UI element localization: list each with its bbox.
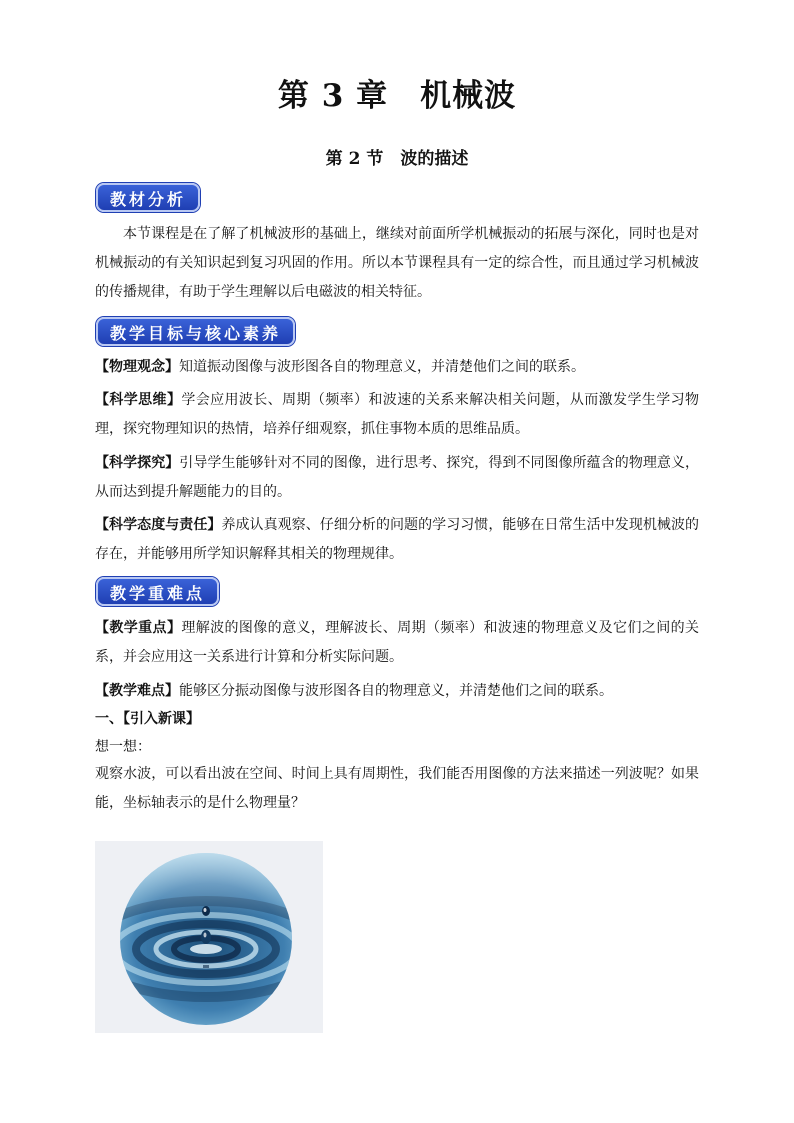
keypoint-label: 【教学重点】 — [95, 620, 182, 636]
goal-item — [95, 511, 699, 569]
keypoint-text: 理解波的图像的意义，理解波长、周期（频率）和波速的物理意义及它们之间的关系，并会应用这一关系进行计算和分析实际问题。 — [95, 620, 700, 665]
badge-goals: 教学目标与核心素养 — [96, 317, 295, 346]
intro-question: 观察水波，可以看出波在空间、时间上具有周期性，我们能否用图像的方法来描述一列波呢？如果能，坐标轴表示的是什么物理量？ — [95, 766, 699, 811]
goal-text: 学会应用波长、周期（频率）和波速的关系来解决相关问题，从而激发学生学习物理，探究物理知识的热情，培养仔细观察，抓住事物本质的思维品质。 — [95, 392, 700, 437]
goal-text: 知道振动图像与波形图各自的物理意义，并清楚他们之间的联系。 — [179, 359, 585, 375]
goal-label: 【科学思维】 — [95, 392, 182, 408]
goal-item — [95, 449, 699, 507]
goal-label: 【物理观念】 — [95, 359, 179, 375]
goal-text: 引导学生能够针对不同的图像，进行思考、探究，得到不同图像所蕴含的物理意义，从而达到提升解题能力的目的。 — [95, 455, 700, 500]
badge-analysis: 教材分析 — [96, 183, 200, 212]
water-ripple-image — [95, 841, 323, 1033]
section-title: 第 2 节 波的描述 — [325, 149, 469, 169]
keypoint-label: 【教学难点】 — [95, 683, 179, 699]
intro-heading: 一、【引入新课】 — [95, 711, 200, 727]
goal-label: 【科学探究】 — [95, 455, 180, 471]
chapter-title: 第 3 章 机械波 — [277, 78, 517, 114]
goal-item — [95, 353, 699, 382]
keypoint-item — [95, 677, 699, 706]
goal-text: 养成认真观察、仔细分析的问题的学习习惯，能够在日常生活中发现机械波的存在，并能够用所学知识解释其相关的物理规律。 — [95, 517, 700, 562]
keypoint-text: 能够区分振动图像与波形图各自的物理意义，并清楚他们之间的联系。 — [179, 683, 613, 699]
keypoint-item — [95, 614, 699, 672]
badge-keypoints: 教学重难点 — [96, 577, 219, 606]
water-ripple-photo-icon — [95, 841, 323, 1033]
analysis-paragraph: 本节课程是在了解了机械波形的基础上，继续对前面所学机械振动的拓展与深化，同时也是对机械振动的有关知识起到复习巩固的作用。所以本节课程具有一定的综合性，而且通过学习机械波的传播规律，有助于学生理解以后电磁波的相关特征。 — [95, 226, 699, 300]
goal-item — [95, 386, 699, 444]
intro-think: 想一想： — [95, 739, 151, 755]
goal-label: 【科学态度与责任】 — [95, 517, 222, 533]
